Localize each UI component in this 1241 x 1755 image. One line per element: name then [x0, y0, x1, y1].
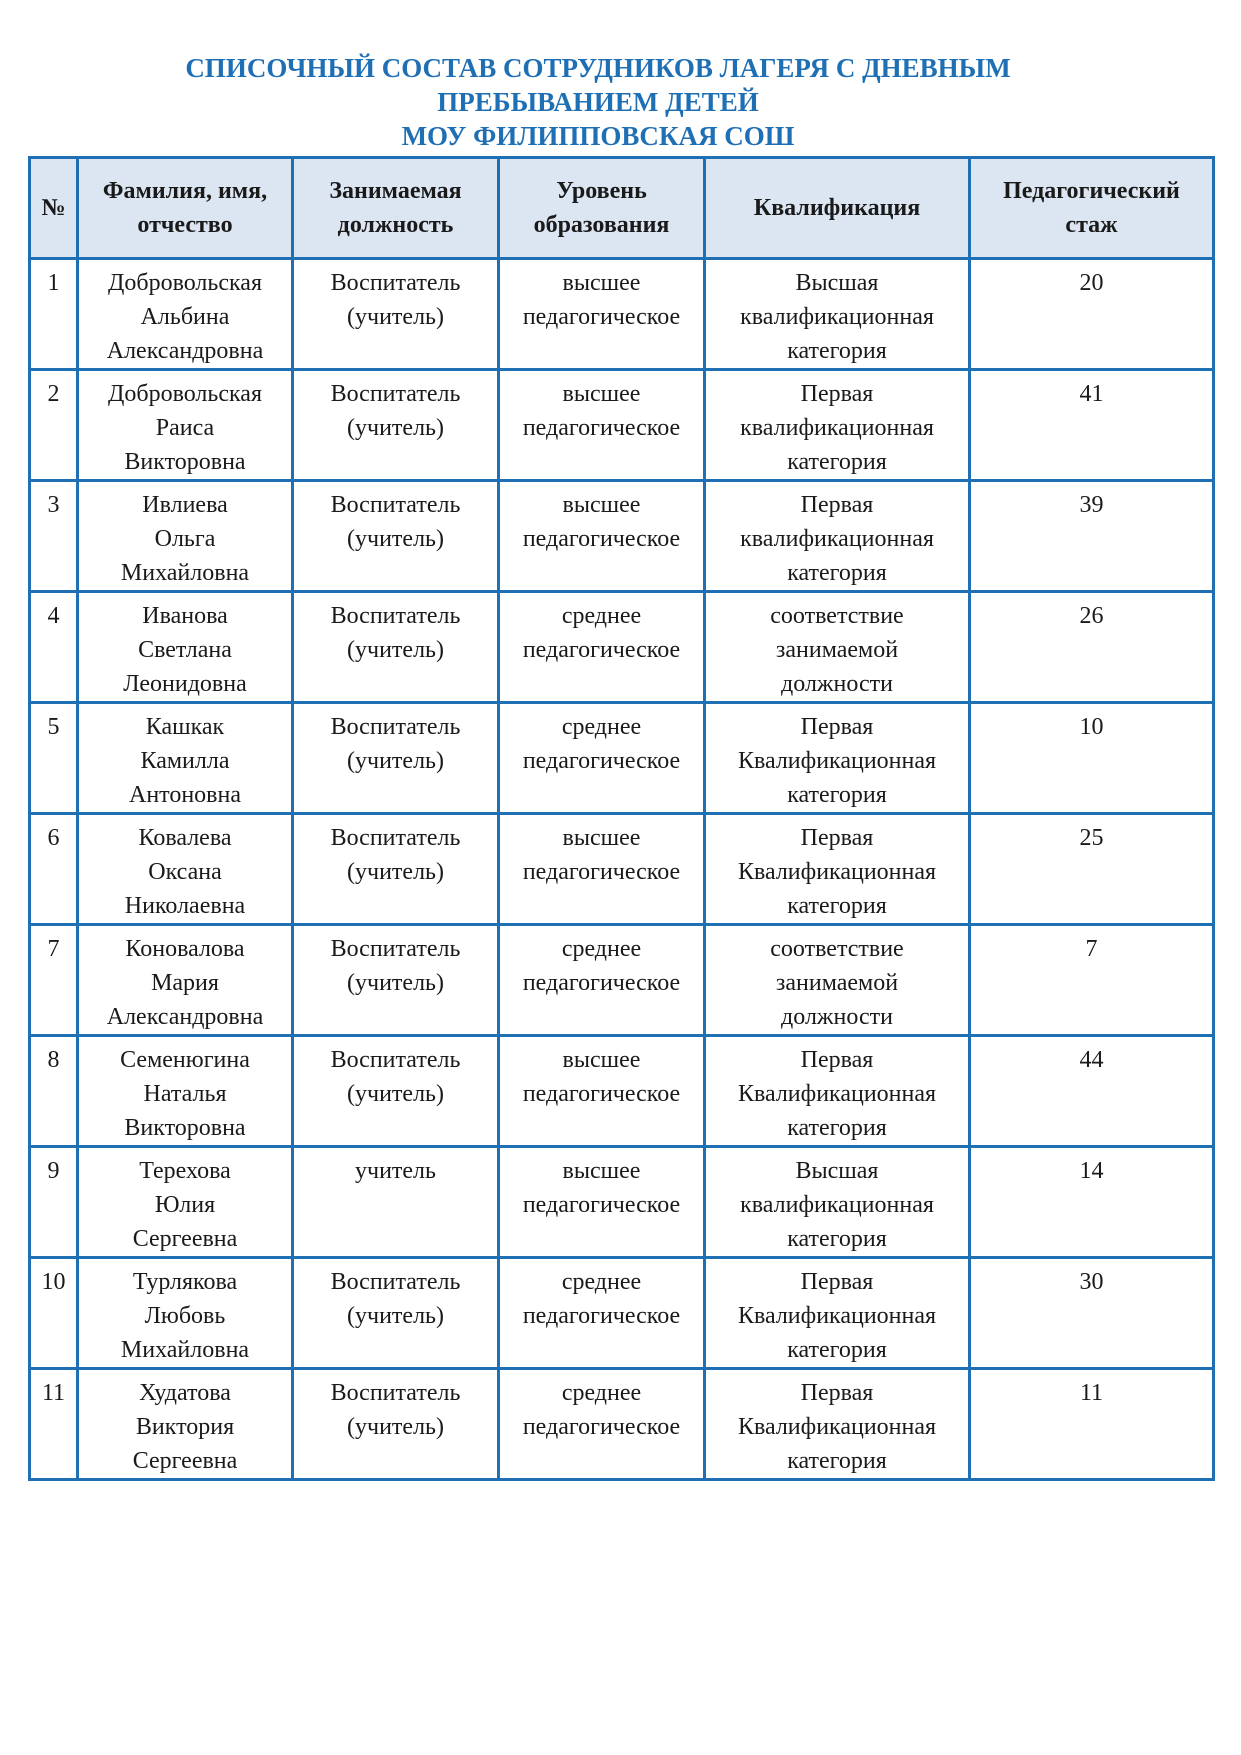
row-education-line: педагогическое	[522, 526, 681, 552]
table-row	[30, 1258, 1214, 1369]
row-education-line: педагогическое	[522, 637, 681, 663]
staff-table	[28, 156, 1215, 1481]
row-number	[30, 481, 78, 592]
row-education-line: педагогическое	[522, 859, 681, 885]
row-experience	[970, 814, 1214, 925]
row-qualification-line: категория	[787, 449, 887, 475]
header-full-name-line-2: отчество	[137, 212, 233, 238]
row-experience	[970, 703, 1214, 814]
row-full-name-line: Сергеевна	[132, 1448, 238, 1474]
document-title-line-3: МОУ ФИЛИППОВСКАЯ СОШ	[401, 121, 795, 151]
row-qualification-line: соответствие	[770, 603, 904, 629]
row-qualification-line: квалификационная	[740, 304, 934, 330]
row-position-line: Воспитатель	[330, 1380, 461, 1406]
row-position-line: Воспитатель	[330, 270, 461, 296]
table-row	[30, 925, 1214, 1036]
row-full-name-line: Антоновна	[128, 782, 242, 808]
row-qualification	[705, 481, 970, 592]
row-full-name-line: Виктория	[135, 1414, 235, 1440]
row-full-name-line: Добровольская	[108, 381, 262, 407]
row-qualification-line: категория	[787, 1115, 887, 1141]
row-qualification-line: квалификационная	[740, 415, 934, 441]
row-full-name-line: Наталья	[143, 1081, 227, 1107]
row-full-name-line: Ивлиева	[142, 492, 228, 518]
row-education	[499, 925, 705, 1036]
document-title-line-2: ПРЕБЫВАНИЕМ ДЕТЕЙ	[437, 87, 759, 117]
header-position-line-2: должность	[337, 212, 454, 238]
row-qualification-line: Первая	[800, 492, 874, 518]
row-number	[30, 925, 78, 1036]
row-education-line: высшее	[562, 1047, 641, 1073]
row-full-name	[78, 370, 293, 481]
header-full-name-line-1: Фамилия, имя,	[102, 178, 268, 204]
row-qualification	[705, 1369, 970, 1480]
row-qualification-line: Квалификационная	[737, 748, 937, 774]
row-experience-text: 7	[1085, 936, 1098, 962]
row-number	[30, 1369, 78, 1480]
row-education-line: высшее	[562, 825, 641, 851]
row-education-line: педагогическое	[522, 415, 681, 441]
row-qualification-line: Квалификационная	[737, 859, 937, 885]
row-experience-text: 41	[1079, 381, 1104, 407]
row-full-name-line: Иванова	[142, 603, 228, 629]
table-row	[30, 814, 1214, 925]
row-number-text: 2	[47, 381, 60, 407]
row-position-line: (учитель)	[347, 1414, 444, 1440]
table-row	[30, 703, 1214, 814]
header-full-name	[78, 158, 293, 259]
row-qualification	[705, 592, 970, 703]
row-full-name-line: Кашкак	[145, 714, 225, 740]
table-row	[30, 481, 1214, 592]
table-row	[30, 1036, 1214, 1147]
row-qualification-line: Первая	[800, 825, 874, 851]
row-education-line: высшее	[562, 492, 641, 518]
row-education	[499, 1036, 705, 1147]
row-full-name-line: Раиса	[155, 415, 215, 441]
table-row	[30, 259, 1214, 370]
row-full-name-line: Николаевна	[124, 893, 246, 919]
row-education-line: высшее	[562, 1158, 641, 1184]
row-education-line: среднее	[561, 714, 642, 740]
row-qualification-line: соответствие	[770, 936, 904, 962]
header-education-line-1: Уровень	[556, 178, 647, 204]
row-position-line: Воспитатель	[330, 603, 461, 629]
row-number-text: 10	[41, 1269, 66, 1295]
table-row	[30, 370, 1214, 481]
table-row	[30, 1369, 1214, 1480]
row-full-name-line: Любовь	[144, 1303, 226, 1329]
table-header	[30, 158, 1214, 259]
row-full-name-line: Коновалова	[125, 936, 245, 962]
row-number	[30, 259, 78, 370]
row-full-name-line: Светлана	[138, 637, 232, 663]
row-position	[293, 1036, 499, 1147]
row-qualification	[705, 703, 970, 814]
row-qualification-line: категория	[787, 782, 887, 808]
row-qualification-line: Первая	[800, 1047, 874, 1073]
row-number	[30, 814, 78, 925]
row-qualification	[705, 814, 970, 925]
row-position-line: (учитель)	[347, 859, 444, 885]
row-full-name-line: Оксана	[148, 859, 222, 885]
row-qualification-line: квалификационная	[740, 1192, 934, 1218]
row-experience-text: 44	[1079, 1047, 1104, 1073]
row-position	[293, 814, 499, 925]
row-qualification	[705, 925, 970, 1036]
header-experience	[970, 158, 1214, 259]
row-position-line: (учитель)	[347, 304, 444, 330]
row-full-name-line: Альбина	[140, 304, 230, 330]
row-full-name	[78, 1036, 293, 1147]
row-education-line: педагогическое	[522, 1303, 681, 1329]
header-experience-line-1: Педагогический	[1003, 178, 1180, 204]
row-full-name-line: Сергеевна	[132, 1226, 238, 1252]
row-number	[30, 1258, 78, 1369]
row-qualification-line: должности	[781, 1004, 893, 1030]
row-full-name	[78, 259, 293, 370]
row-education-line: педагогическое	[522, 970, 681, 996]
row-education-line: среднее	[561, 1380, 642, 1406]
row-number-text: 1	[47, 270, 60, 296]
row-experience	[970, 370, 1214, 481]
row-education-line: среднее	[561, 936, 642, 962]
row-education-line: среднее	[561, 1269, 642, 1295]
row-position-line: Воспитатель	[330, 825, 461, 851]
row-experience	[970, 592, 1214, 703]
row-position	[293, 1258, 499, 1369]
row-full-name-line: Камилла	[140, 748, 230, 774]
row-position-line: Воспитатель	[330, 714, 461, 740]
row-education-line: среднее	[561, 603, 642, 629]
row-qualification-line: категория	[787, 1337, 887, 1363]
row-full-name-line: Викторовна	[124, 1115, 246, 1141]
row-experience-text: 11	[1079, 1380, 1104, 1406]
row-experience	[970, 481, 1214, 592]
row-qualification-line: должности	[781, 671, 893, 697]
row-education	[499, 481, 705, 592]
row-full-name	[78, 481, 293, 592]
row-full-name-line: Викторовна	[124, 449, 246, 475]
row-full-name-line: Семенюгина	[120, 1047, 250, 1073]
row-position-line: Воспитатель	[330, 381, 461, 407]
row-position-line: (учитель)	[347, 526, 444, 552]
header-education	[499, 158, 705, 259]
row-position-line: (учитель)	[347, 1303, 444, 1329]
row-qualification	[705, 1258, 970, 1369]
row-qualification	[705, 259, 970, 370]
row-experience-text: 20	[1079, 270, 1104, 296]
row-experience	[970, 259, 1214, 370]
row-position	[293, 370, 499, 481]
row-full-name	[78, 1258, 293, 1369]
row-position	[293, 703, 499, 814]
row-position	[293, 1369, 499, 1480]
header-number	[30, 158, 78, 259]
row-experience-text: 10	[1079, 714, 1104, 740]
document-title-line-1: СПИСОЧНЫЙ СОСТАВ СОТРУДНИКОВ ЛАГЕРЯ С ДНЕВНЫМ	[185, 53, 1011, 83]
row-qualification-line: Высшая	[795, 1158, 879, 1184]
row-education-line: педагогическое	[522, 1081, 681, 1107]
row-full-name	[78, 703, 293, 814]
row-qualification-line: Квалификационная	[737, 1414, 937, 1440]
row-position-line: Воспитатель	[330, 1269, 461, 1295]
row-position	[293, 1147, 499, 1258]
row-qualification-line: Первая	[800, 714, 874, 740]
header-row	[30, 158, 1214, 259]
header-position	[293, 158, 499, 259]
row-experience	[970, 925, 1214, 1036]
row-education	[499, 1147, 705, 1258]
row-position-line: Воспитатель	[330, 936, 461, 962]
row-education-line: высшее	[562, 270, 641, 296]
row-education-line: высшее	[562, 381, 641, 407]
row-full-name	[78, 1369, 293, 1480]
row-position-line: (учитель)	[347, 748, 444, 774]
row-number-text: 6	[47, 825, 60, 851]
header-qualification	[705, 158, 970, 259]
row-full-name-line: Мария	[151, 970, 219, 996]
row-position-line: Воспитатель	[330, 1047, 461, 1073]
row-position	[293, 481, 499, 592]
row-qualification-line: категория	[787, 1448, 887, 1474]
row-education	[499, 1369, 705, 1480]
row-qualification-line: Квалификационная	[737, 1303, 937, 1329]
row-qualification-line: занимаемой	[775, 970, 899, 996]
row-qualification-line: Квалификационная	[737, 1081, 937, 1107]
row-education	[499, 703, 705, 814]
row-number-text: 8	[47, 1047, 60, 1073]
row-education	[499, 592, 705, 703]
row-full-name-line: Турлякова	[132, 1269, 238, 1295]
row-position	[293, 925, 499, 1036]
row-qualification	[705, 1036, 970, 1147]
row-education	[499, 259, 705, 370]
row-number	[30, 703, 78, 814]
row-experience-text: 39	[1079, 492, 1104, 518]
row-full-name	[78, 1147, 293, 1258]
row-education-line: педагогическое	[522, 748, 681, 774]
row-education-line: педагогическое	[522, 1414, 681, 1440]
row-full-name	[78, 814, 293, 925]
row-qualification-line: категория	[787, 338, 887, 364]
row-number-text: 3	[47, 492, 60, 518]
row-position-line: (учитель)	[347, 970, 444, 996]
row-qualification-line: квалификационная	[740, 526, 934, 552]
row-qualification-line: Первая	[800, 381, 874, 407]
row-full-name-line: Михайловна	[120, 560, 250, 586]
table-row	[30, 1147, 1214, 1258]
row-full-name	[78, 592, 293, 703]
row-education	[499, 814, 705, 925]
row-position	[293, 592, 499, 703]
row-full-name-line: Ольга	[154, 526, 216, 552]
row-experience	[970, 1258, 1214, 1369]
row-education-line: педагогическое	[522, 1192, 681, 1218]
row-full-name-line: Александровна	[106, 1004, 264, 1030]
row-qualification-line: занимаемой	[775, 637, 899, 663]
row-number-text: 5	[47, 714, 60, 740]
row-education-line: педагогическое	[522, 304, 681, 330]
row-full-name-line: Александровна	[106, 338, 264, 364]
row-number	[30, 592, 78, 703]
row-qualification-line: категория	[787, 893, 887, 919]
table-row	[30, 592, 1214, 703]
table-body	[30, 259, 1214, 1480]
header-position-line-1: Занимаемая	[329, 178, 462, 204]
row-qualification	[705, 1147, 970, 1258]
header-education-line-2: образования	[533, 212, 670, 238]
row-experience	[970, 1147, 1214, 1258]
row-qualification-line: Первая	[800, 1380, 874, 1406]
row-number	[30, 1036, 78, 1147]
row-position-line: (учитель)	[347, 1081, 444, 1107]
row-position-line: (учитель)	[347, 637, 444, 663]
row-experience-text: 30	[1079, 1269, 1104, 1295]
row-number	[30, 370, 78, 481]
row-education	[499, 1258, 705, 1369]
row-full-name-line: Михайловна	[120, 1337, 250, 1363]
row-position-line: учитель	[355, 1158, 436, 1184]
row-number	[30, 1147, 78, 1258]
row-position	[293, 259, 499, 370]
row-education	[499, 370, 705, 481]
row-full-name-line: Терехова	[139, 1158, 231, 1184]
row-full-name-line: Добровольская	[108, 270, 262, 296]
row-qualification-line: Высшая	[795, 270, 879, 296]
row-experience-text: 26	[1079, 603, 1104, 629]
row-experience-text: 14	[1079, 1158, 1104, 1184]
row-number-text: 7	[47, 936, 60, 962]
row-experience	[970, 1036, 1214, 1147]
row-number-text: 9	[47, 1158, 60, 1184]
header-experience-line-2: стаж	[1065, 212, 1118, 238]
row-position-line: Воспитатель	[330, 492, 461, 518]
row-full-name-line: Худатова	[139, 1380, 231, 1406]
row-full-name-line: Леонидовна	[123, 671, 247, 697]
row-qualification-line: категория	[787, 560, 887, 586]
row-full-name-line: Ковалева	[138, 825, 232, 851]
row-number-text: 11	[41, 1380, 66, 1406]
row-position-line: (учитель)	[347, 415, 444, 441]
row-full-name	[78, 925, 293, 1036]
row-full-name-line: Юлия	[154, 1192, 216, 1218]
row-qualification-line: категория	[787, 1226, 887, 1252]
row-qualification-line: Первая	[800, 1269, 874, 1295]
row-experience-text: 25	[1079, 825, 1104, 851]
row-experience	[970, 1369, 1214, 1480]
row-qualification	[705, 370, 970, 481]
header-qualification-text: Квалификация	[753, 195, 921, 221]
row-number-text: 4	[47, 603, 60, 629]
header-number-text: №	[41, 195, 66, 221]
